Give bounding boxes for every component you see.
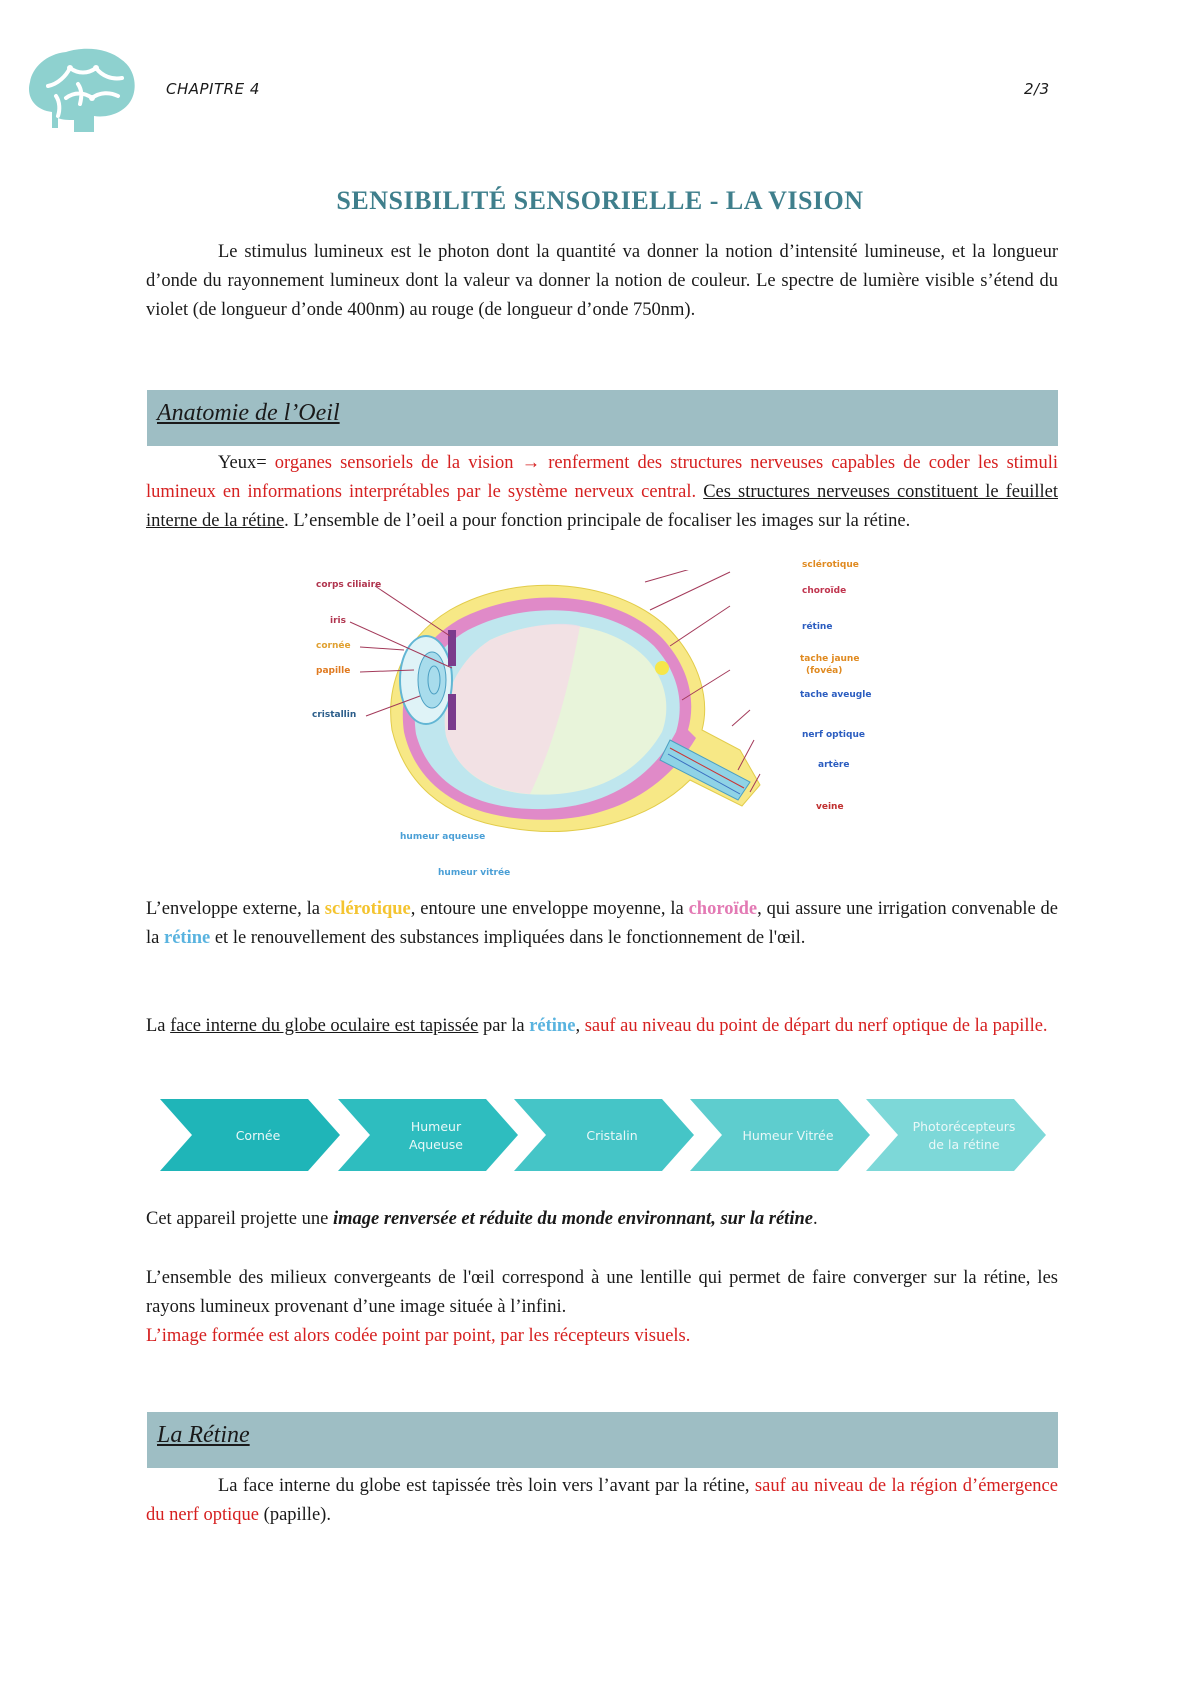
p1-text-a: Yeux= [218, 453, 275, 473]
flow-step5-text-line2: de la rétine [928, 1137, 1000, 1152]
flow-step1-text: Cornée [235, 1128, 281, 1143]
retina-p1-text-red: sauf au niveau de la région d’émergence du nerf optique [146, 1476, 1058, 1525]
flow-step2-text-line1: Humeur [410, 1119, 462, 1134]
label-nerf-optique: nerf optique [802, 730, 865, 740]
p2-text-c: , qui assure une irrigation convenable de la [146, 899, 1059, 948]
label-veine: veine [816, 802, 844, 812]
page-title: SENSIBILITÉ SENSORIELLE - LA VISION [336, 186, 864, 215]
p4-text-bold-italic: image renversée et réduite du monde environnant, sur la rétine [332, 1209, 813, 1229]
label-papille: papille [316, 666, 351, 676]
p5-text-a: L’ensemble des milieux convergeants de l'œil correspond à une lentille qui permet de faire converger sur la rétine, les rayons lumineux provenant d’une image située à l’infini. [146, 1268, 1058, 1317]
p3-text-red: sauf au niveau du point de départ du nerf optique de la papille. [584, 1016, 1048, 1036]
chapter-label: CHAPITRE 4 [166, 80, 260, 98]
flow-step4-text: Humeur Vitrée [742, 1128, 834, 1143]
label-tache-jaune: tache jaune [800, 654, 860, 664]
label-choroide: choroïde [802, 586, 847, 596]
section-header-anatomie [147, 390, 1058, 446]
section-header-retine [147, 1412, 1058, 1468]
page-number: 2/3 [1024, 80, 1050, 98]
label-humeur-vitree: humeur vitrée [438, 868, 511, 878]
label-iris: iris [330, 616, 346, 626]
p1-text-red: organes sensoriels de la vision → renferment des structures nerveuses capables de coder les stimuli lumineux en informations interprétables par le système nerveux central. [146, 453, 1058, 502]
flow-step3-text: Cristalin [586, 1128, 638, 1143]
label-cornee: cornée [316, 641, 351, 651]
p2-text-d: et le renouvellement des substances impliquées dans le fonctionnement de l'œil. [210, 928, 806, 948]
p5-text-red: L’image formée est alors codée point par point, par les récepteurs visuels. [146, 1326, 691, 1346]
p2-retine: rétine [163, 928, 211, 948]
label-retine: rétine [802, 622, 833, 632]
anatomy-paragraph-4 [146, 1205, 1058, 1234]
anatomy-paragraph-3 [146, 1012, 1058, 1041]
section-title-anatomie: Anatomie de l’Oeil [157, 400, 340, 426]
label-humeur-aqueuse: humeur aqueuse [400, 832, 486, 842]
flow-step5-text-line1: Photorécepteurs [912, 1119, 1016, 1134]
brain-icon [22, 40, 140, 140]
p3-text-underlined: face interne du globe oculaire est tapissée [170, 1016, 479, 1036]
p2-text-b: , entoure une enveloppe moyenne, la [410, 899, 689, 919]
label-cristallin: cristallin [312, 710, 357, 720]
flow-step-photorecepteurs [866, 1099, 1046, 1171]
retina-p1-text-c: (papille). [259, 1505, 331, 1525]
anatomy-paragraph-1 [146, 449, 1058, 536]
p2-text-a: L’enveloppe externe, la [146, 899, 325, 919]
eye-diagram [312, 560, 890, 880]
label-sclerotique: sclérotique [802, 560, 859, 570]
intro-paragraph [146, 238, 1058, 325]
p3-text-d: , [575, 1016, 585, 1036]
p1-text-e: . L’ensemble de l’oeil a pour fonction principale de focaliser les images sur la rétine. [284, 511, 911, 531]
p2-sclerotique: sclérotique [324, 899, 411, 919]
label-fovea: (fovéa) [806, 666, 843, 676]
section-title-retine: La Rétine [157, 1422, 250, 1448]
label-corps-ciliaire: corps ciliaire [316, 580, 382, 590]
p3-retine: rétine [529, 1016, 576, 1036]
p4-text-c: . [812, 1209, 818, 1229]
label-tache-aveugle: tache aveugle [800, 690, 872, 700]
label-artere: artère [818, 760, 850, 770]
retina-p1-text-a: La face interne du globe est tapissée très loin vers l’avant par la rétine, [218, 1476, 755, 1496]
anatomy-paragraph-2 [146, 895, 1058, 953]
p1-text-underlined: Ces structures nerveuses constituent le feuillet interne de la rétine [146, 482, 1059, 531]
light-path-flow [160, 1093, 1065, 1177]
retina-paragraph-1 [146, 1472, 1058, 1530]
p2-choroide: choroïde [688, 899, 758, 919]
intro-text: Le stimulus lumineux est le photon dont la quantité va donner la notion d’intensité lumineuse, et la longueur d’onde du rayonnement lumineux dont la valeur va donner la notion de couleur. Le spectre de lumière visible s’étend du violet (de longueur d’onde 400nm) au rouge (de longueur d’onde 750nm). [146, 242, 1058, 320]
flow-step-humeur-aqueuse [338, 1099, 518, 1171]
anatomy-paragraph-5 [146, 1264, 1058, 1351]
p3-text-a: La [146, 1016, 171, 1036]
p4-text-a: Cet appareil projette une [146, 1209, 333, 1229]
flow-step2-text-line2: Aqueuse [408, 1137, 464, 1152]
p3-text-c: par la [478, 1016, 530, 1036]
